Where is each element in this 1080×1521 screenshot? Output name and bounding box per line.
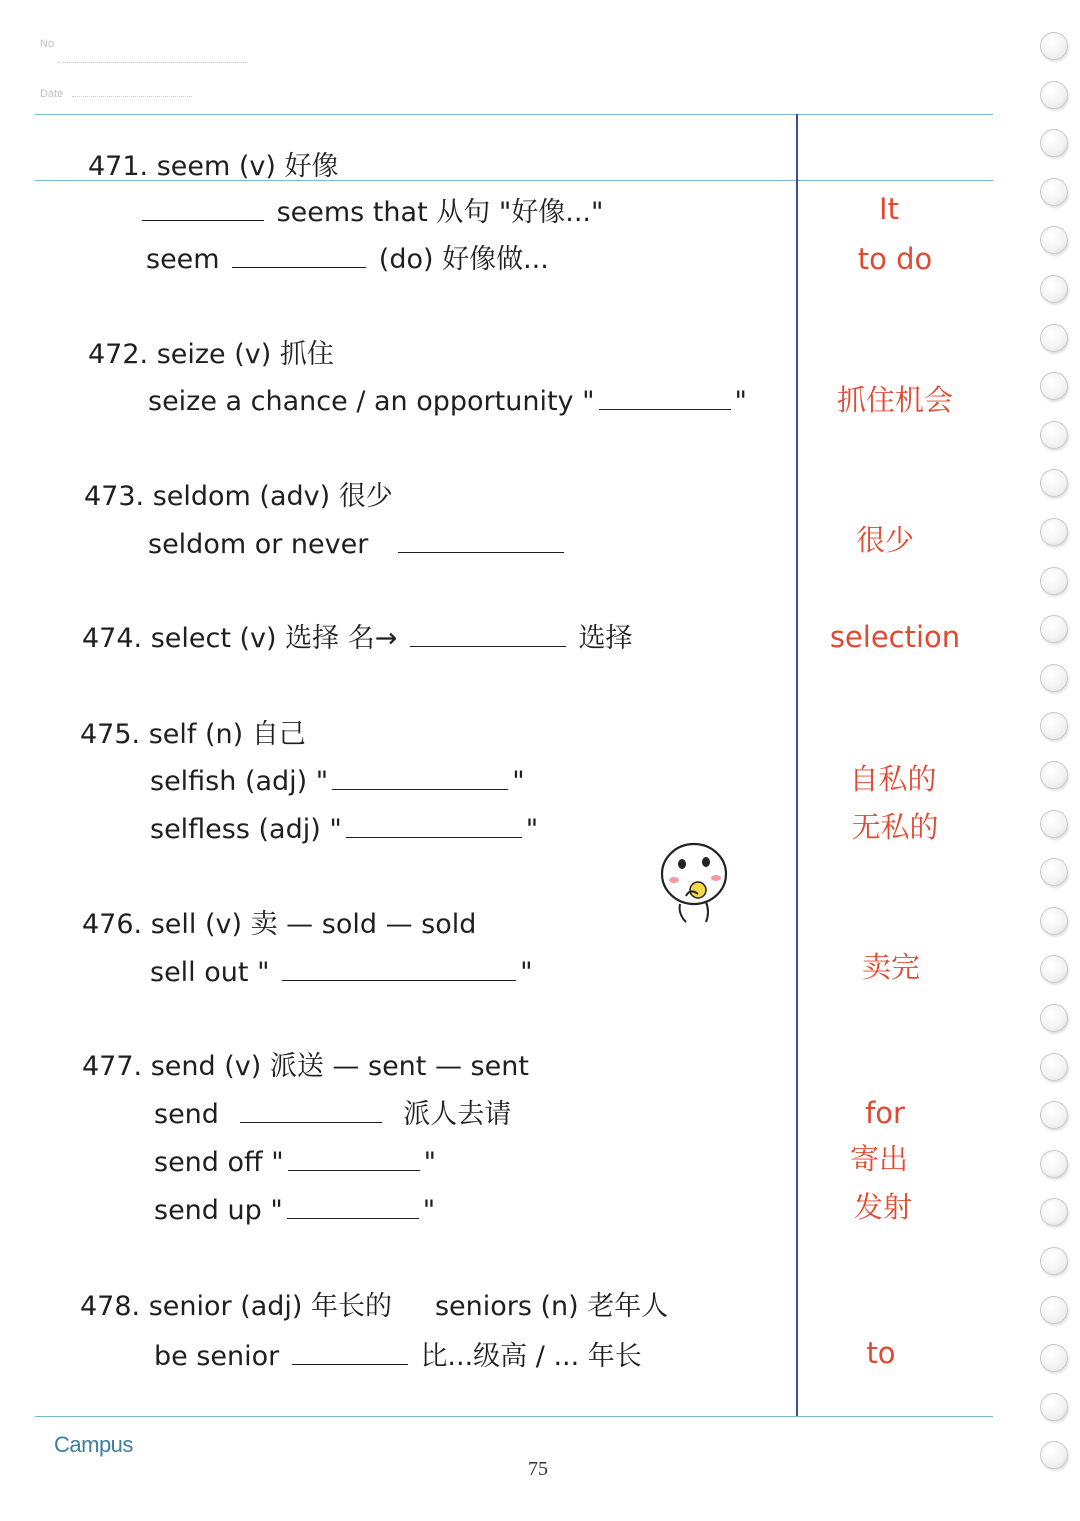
date-label: Date bbox=[40, 88, 64, 100]
answer-blank bbox=[288, 1170, 420, 1171]
spiral-ring-icon bbox=[1040, 518, 1068, 546]
no-dotted-line bbox=[58, 62, 248, 63]
entry-471-line1-text: seems that 从句 "好像..." bbox=[276, 197, 604, 228]
answer-477-2: 寄出 bbox=[849, 1142, 908, 1176]
answer-blank bbox=[142, 220, 264, 221]
answer-473-1: 很少 bbox=[855, 523, 914, 557]
entry-477-line3 bbox=[154, 1194, 435, 1228]
entry-471-line2 bbox=[146, 243, 549, 277]
spiral-ring-icon bbox=[1040, 761, 1068, 789]
entry-475-line2-pre: selfless (adj) " bbox=[150, 814, 342, 845]
entry-477-line3-pre: send up " bbox=[154, 1195, 283, 1226]
entry-476-line1 bbox=[150, 956, 533, 990]
spiral-ring-icon bbox=[1040, 907, 1068, 935]
spiral-ring-icon bbox=[1040, 1150, 1068, 1178]
page-number: 75 bbox=[528, 1458, 548, 1480]
entry-476-title: 476. sell (v) 卖 — sold — sold bbox=[82, 909, 477, 940]
entry-478-line1-pre: be senior bbox=[154, 1341, 280, 1372]
cartoon-face-eating-icon bbox=[656, 838, 736, 928]
entry-471-line2-pre: seem bbox=[146, 244, 220, 275]
entry-478-line1-post: 比...级高 / ... 年长 bbox=[420, 1341, 642, 1372]
spiral-ring-icon bbox=[1040, 858, 1068, 886]
spiral-ring-icon bbox=[1040, 712, 1068, 740]
entry-471-line1 bbox=[138, 196, 603, 230]
spiral-ring-icon bbox=[1040, 1101, 1068, 1129]
answer-blank bbox=[232, 267, 366, 268]
entry-477-title: 477. send (v) 派送 — sent — sent bbox=[82, 1051, 529, 1082]
spiral-ring-icon bbox=[1040, 226, 1068, 254]
entry-475-line1-pre: selfish (adj) " bbox=[150, 766, 329, 797]
entry-477-line1 bbox=[154, 1098, 511, 1132]
answer-477-1: for bbox=[865, 1096, 905, 1130]
answer-blank bbox=[287, 1218, 419, 1219]
spiral-ring-icon bbox=[1040, 1247, 1068, 1275]
entry-478-line1 bbox=[154, 1340, 642, 1374]
spiral-ring-icon bbox=[1040, 469, 1068, 497]
entry-477-line3-post: " bbox=[422, 1195, 436, 1226]
entry-475-line2 bbox=[150, 813, 538, 847]
answer-474-1: selection bbox=[829, 620, 961, 654]
answer-472-1: 抓住机会 bbox=[836, 383, 953, 417]
answer-471-1: It bbox=[879, 192, 899, 226]
answer-475-1: 自私的 bbox=[849, 762, 937, 796]
spiral-ring-icon bbox=[1040, 324, 1068, 352]
entry-473-line1-pre: seldom or never bbox=[148, 529, 369, 560]
date-dotted-line bbox=[72, 96, 192, 97]
entry-476-line1-post: " bbox=[520, 957, 533, 988]
bottom-rule bbox=[35, 1416, 993, 1417]
answer-blank bbox=[292, 1364, 408, 1365]
spiral-ring-icon bbox=[1040, 372, 1068, 400]
entry-472-line1 bbox=[148, 385, 747, 419]
spiral-ring-icon bbox=[1040, 81, 1068, 109]
entry-474-post: 选择 bbox=[578, 623, 633, 654]
no-label: No bbox=[40, 38, 55, 50]
entry-477-line1-pre: send bbox=[154, 1099, 219, 1130]
spiral-ring-icon bbox=[1040, 178, 1068, 206]
entry-473-title: 473. seldom (adv) 很少 bbox=[84, 481, 393, 512]
entry-472-line1-pre: seize a chance / an opportunity " bbox=[148, 386, 595, 417]
spiral-ring-icon bbox=[1040, 129, 1068, 157]
entry-477-line2-pre: send off " bbox=[154, 1147, 284, 1178]
answer-blank bbox=[332, 789, 508, 790]
entry-472-title: 472. seize (v) 抓住 bbox=[88, 339, 334, 370]
answer-blank bbox=[410, 646, 566, 647]
spiral-ring-icon bbox=[1040, 1296, 1068, 1324]
top-rule bbox=[35, 114, 993, 115]
entry-474-title: 474. select (v) 选择 bbox=[82, 623, 340, 654]
entry-475-line1 bbox=[150, 765, 525, 799]
answer-blank bbox=[240, 1122, 382, 1123]
answer-476-1: 卖完 bbox=[861, 950, 920, 984]
spiral-ring-icon bbox=[1040, 1393, 1068, 1421]
entry-475-line1-post: " bbox=[512, 766, 525, 797]
entry-473-line1 bbox=[148, 528, 568, 562]
entry-475-title: 475. self (n) 自己 bbox=[80, 719, 306, 750]
spiral-ring-icon bbox=[1040, 567, 1068, 595]
spiral-ring-icon bbox=[1040, 955, 1068, 983]
brand-logo: Campus bbox=[54, 1432, 133, 1457]
spiral-ring-icon bbox=[1040, 1053, 1068, 1081]
spiral-ring-icon bbox=[1040, 421, 1068, 449]
spiral-ring-icon bbox=[1040, 1441, 1068, 1469]
answer-blank bbox=[346, 837, 522, 838]
entry-471-line2-post: (do) 好像做... bbox=[378, 244, 549, 275]
entry-475-line2-post: " bbox=[525, 814, 539, 845]
entry-477-line1-post: 派人去请 bbox=[403, 1099, 512, 1130]
spiral-ring-icon bbox=[1040, 664, 1068, 692]
arrow-icon: 名→ bbox=[347, 623, 398, 654]
spiral-ring-icon bbox=[1040, 1198, 1068, 1226]
entry-471-title: 471. seem (v) 好像 bbox=[88, 151, 339, 182]
spiral-ring-icon bbox=[1040, 1344, 1068, 1372]
spiral-ring-icon bbox=[1040, 615, 1068, 643]
answer-478-1: to bbox=[866, 1336, 896, 1370]
entry-472-line1-post: " bbox=[734, 386, 747, 417]
entry-477-line2-post: " bbox=[423, 1147, 437, 1178]
answer-477-3: 发射 bbox=[853, 1190, 912, 1224]
entry-476-line1-pre: sell out " bbox=[150, 957, 270, 988]
answer-blank bbox=[282, 980, 516, 981]
entry-478-title: 478. senior (adj) 年长的 seniors (n) 老年人 bbox=[80, 1291, 669, 1322]
spiral-ring-icon bbox=[1040, 1004, 1068, 1032]
entry-474-line bbox=[82, 622, 633, 656]
spiral-ring-icon bbox=[1040, 32, 1068, 60]
answer-471-2: to do bbox=[857, 242, 933, 276]
answer-blank bbox=[398, 552, 564, 553]
spiral-ring-icon bbox=[1040, 275, 1068, 303]
answer-blank bbox=[599, 409, 731, 410]
spiral-ring-icon bbox=[1040, 810, 1068, 838]
answer-475-2: 无私的 bbox=[851, 810, 939, 844]
entry-477-line2 bbox=[154, 1146, 436, 1180]
